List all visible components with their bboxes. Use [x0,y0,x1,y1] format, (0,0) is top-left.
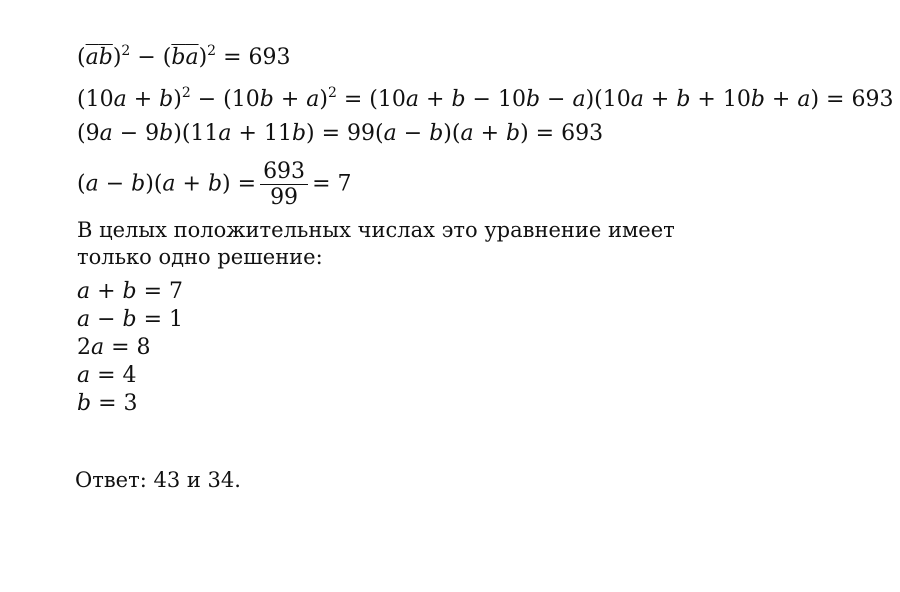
var: a [218,121,232,146]
step-text: = 4 [90,363,137,388]
solution-step-2 [77,307,183,333]
step-text: = 7 [136,279,184,304]
eq3-text: ) = 99( [306,121,384,146]
var: b [750,87,765,112]
eq1-text: ( [77,45,86,70]
var: b [131,171,146,197]
var: a [797,87,811,112]
var: a [460,121,474,146]
var: b [291,121,307,146]
var: a [77,279,91,304]
var: a [99,121,113,146]
eq2-text: + [273,87,307,112]
var: b [259,87,274,112]
overline-ba [171,45,198,70]
fraction-denominator: 99 [270,185,299,210]
eq4-text: )( [145,171,163,197]
var: a [572,87,586,112]
exponent: 2 [327,85,337,101]
eq1-text: = 693 [216,45,291,70]
solution-step-3 [77,335,151,361]
eq1-text: − [130,45,163,70]
eq3-text: )(11 [173,121,219,146]
eq4-text: ) = [222,171,257,197]
var: a [383,121,397,146]
eq3-text: − [396,121,430,146]
eq2-text: = (10 [336,87,406,112]
eq3-text: ) = 693 [520,121,604,146]
eq1-text: ( [162,45,172,70]
equation-line-4 [77,159,352,210]
step-text: = 8 [104,335,151,360]
solution-step-1 [77,279,183,305]
overline-ab [86,45,113,70]
step-text: 2 [77,335,91,360]
equation-line-2 [77,87,893,113]
var: b [429,121,444,146]
var: a [77,363,91,388]
exponent: 2 [121,43,131,59]
solution-step-4 [77,363,137,389]
eq2-text: + [643,87,677,112]
var: a [306,87,320,112]
eq2-text: − (10 [190,87,260,112]
eq2-text: − [540,87,573,112]
var: b [159,87,174,112]
equation-line-1 [77,45,291,71]
var: b [122,279,137,304]
var: b [122,307,137,332]
fraction [260,159,308,210]
exponent: 2 [207,43,217,59]
eq2-text: ) [173,87,182,112]
var: b [506,121,521,146]
eq2-text: + [126,87,160,112]
step-text: = 1 [136,307,184,332]
var: a [77,307,91,332]
var-a: a [85,45,99,70]
exponent: 2 [181,85,191,101]
eq3-text: + [473,121,506,146]
eq2-text: − 10 [465,87,526,112]
eq3-text: − 9 [112,121,160,146]
explanation-line-2: только одно решение: [77,245,323,269]
eq2-text: + [419,87,452,112]
var: b [451,87,466,112]
eq3-text: (9 [77,121,100,146]
fraction-numerator: 693 [260,159,308,185]
var: b [525,87,541,112]
var-b: b [98,45,113,70]
solution-step-5 [77,391,138,417]
var: b [159,121,174,146]
var: b [77,391,92,416]
eq1-text: ) [198,45,208,70]
var: a [91,335,105,360]
step-text: + [90,279,123,304]
answer: Ответ: 43 и 34. [75,468,241,492]
eq1-text: ) [112,45,122,70]
var-b: b [171,45,186,70]
eq2-text: ) = 693 [810,87,894,112]
equation-line-3 [77,121,603,147]
eq4-text: − [98,171,132,197]
eq2-text: ) [319,87,328,112]
step-text: = 3 [91,391,138,416]
step-text: − [90,307,123,332]
var: b [207,171,223,197]
var-a: a [185,45,199,70]
var: a [162,171,176,197]
var: a [113,87,127,112]
var: a [405,87,420,112]
explanation-line-1: В целых положительных числах это уравнение имеет [77,218,675,242]
var: b [676,87,691,112]
eq3-text: + 11 [231,121,292,146]
eq2-text: + [764,87,798,112]
eq4-text: + [175,171,208,197]
eq2-text: (10 [77,87,114,112]
eq3-text: )( [443,121,461,146]
eq4-text: ( [77,171,86,197]
eq2-text: + 10 [690,87,751,112]
var: a [630,87,644,112]
var: a [85,171,99,197]
eq2-text: )(10 [585,87,631,112]
eq4-text: = 7 [312,171,352,197]
